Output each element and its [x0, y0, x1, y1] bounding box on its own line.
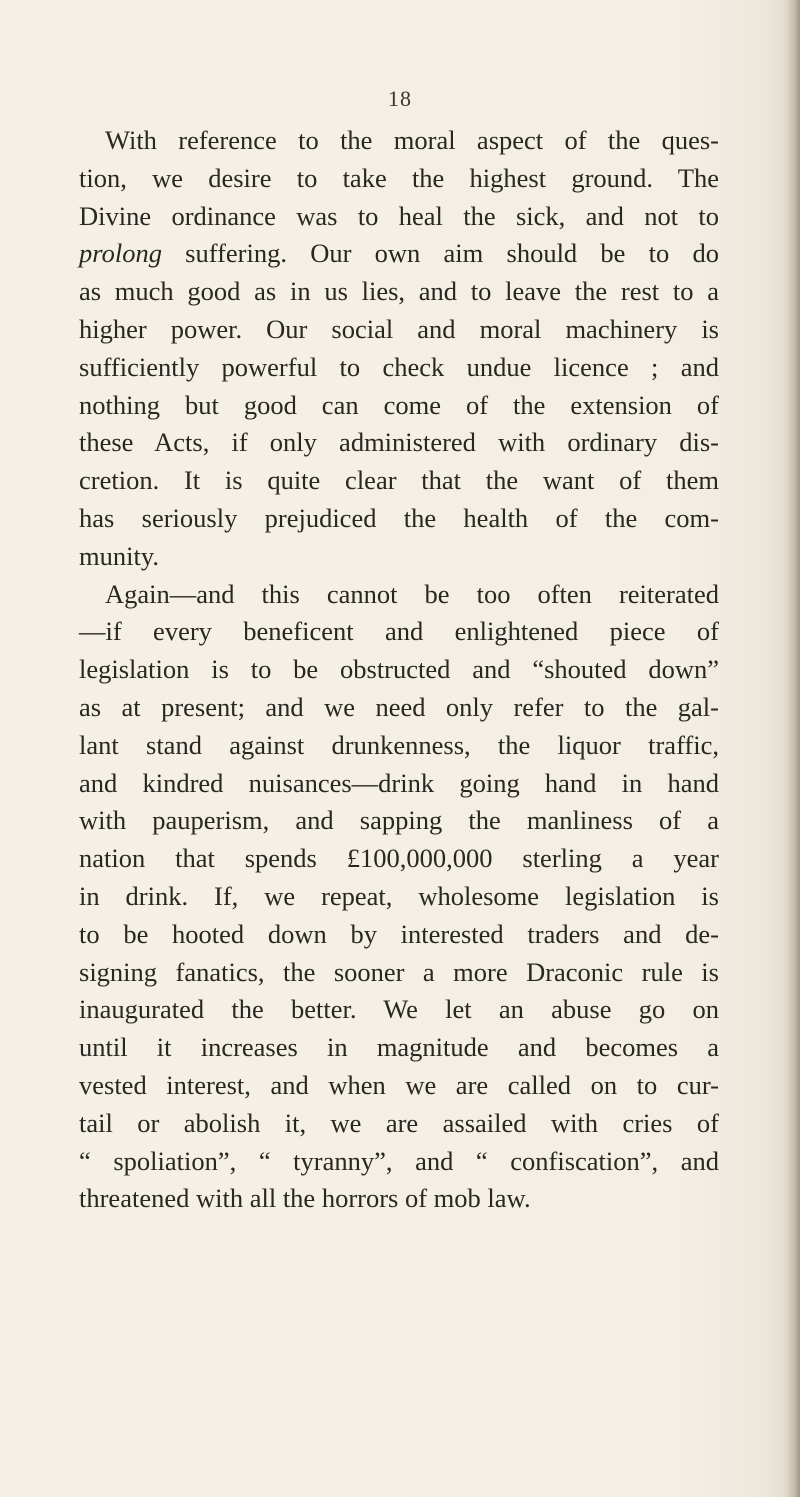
text-line-rest: suffering. Our own aim should be to do	[161, 238, 719, 269]
text-line: to be hooted down by interested traders and de-	[79, 918, 719, 949]
text-line: threatened with all the horrors of mob law.	[79, 1183, 531, 1214]
text-line: legislation is to be obstructed and “shouted down”	[79, 654, 719, 685]
text-line: Divine ordinance was to heal the sick, and not to	[79, 200, 719, 231]
text-line: and kindred nuisances—drink going hand in hand	[79, 767, 719, 798]
text-line: —if every beneficent and enlightened piece of	[79, 616, 719, 647]
paragraph-1	[79, 122, 719, 576]
text-line: nation that spends £100,000,000 sterling a year	[79, 843, 719, 874]
text-line	[79, 235, 719, 273]
text-line: these Acts, if only administered with ordinary dis-	[79, 427, 719, 458]
text-line: as at present; and we need only refer to the gal-	[79, 691, 719, 722]
text-line: With reference to the moral aspect of the ques-	[105, 125, 719, 155]
body-text	[79, 122, 719, 1218]
text-line: munity.	[79, 540, 159, 571]
text-line: cretion. It is quite clear that the want of them	[79, 465, 719, 496]
page-edge-shadow	[786, 0, 800, 1497]
text-line: tion, we desire to take the highest ground. The	[79, 162, 719, 193]
italic-word: prolong	[79, 238, 162, 269]
text-line: signing fanatics, the sooner a more Draconic rule is	[79, 956, 719, 987]
text-line: until it increases in magnitude and becomes a	[79, 1032, 719, 1063]
text-line: with pauperism, and sapping the manliness of a	[79, 805, 719, 836]
text-line: has seriously prejudiced the health of the com-	[79, 502, 719, 533]
text-line: tail or abolish it, we are assailed with cries of	[79, 1107, 719, 1138]
text-line: higher power. Our social and moral machinery is	[79, 313, 719, 344]
text-line: sufficiently powerful to check undue licence ; and	[79, 351, 719, 382]
text-line: inaugurated the better. We let an abuse go on	[79, 994, 719, 1025]
text-line: nothing but good can come of the extension of	[79, 389, 719, 420]
text-line: Again—and this cannot be too often reiterated	[105, 578, 719, 609]
text-line: as much good as in us lies, and to leave the rest to a	[79, 276, 719, 307]
paragraph-2	[79, 576, 719, 1219]
text-line: in drink. If, we repeat, wholesome legislation is	[79, 880, 719, 911]
text-line: vested interest, and when we are called on to cur-	[79, 1069, 719, 1100]
text-line: “ spoliation”, “ tyranny”, and “ confiscation”, and	[79, 1145, 719, 1176]
page-number: 18	[388, 86, 412, 111]
text-line: lant stand against drunkenness, the liquor traffic,	[79, 729, 719, 760]
